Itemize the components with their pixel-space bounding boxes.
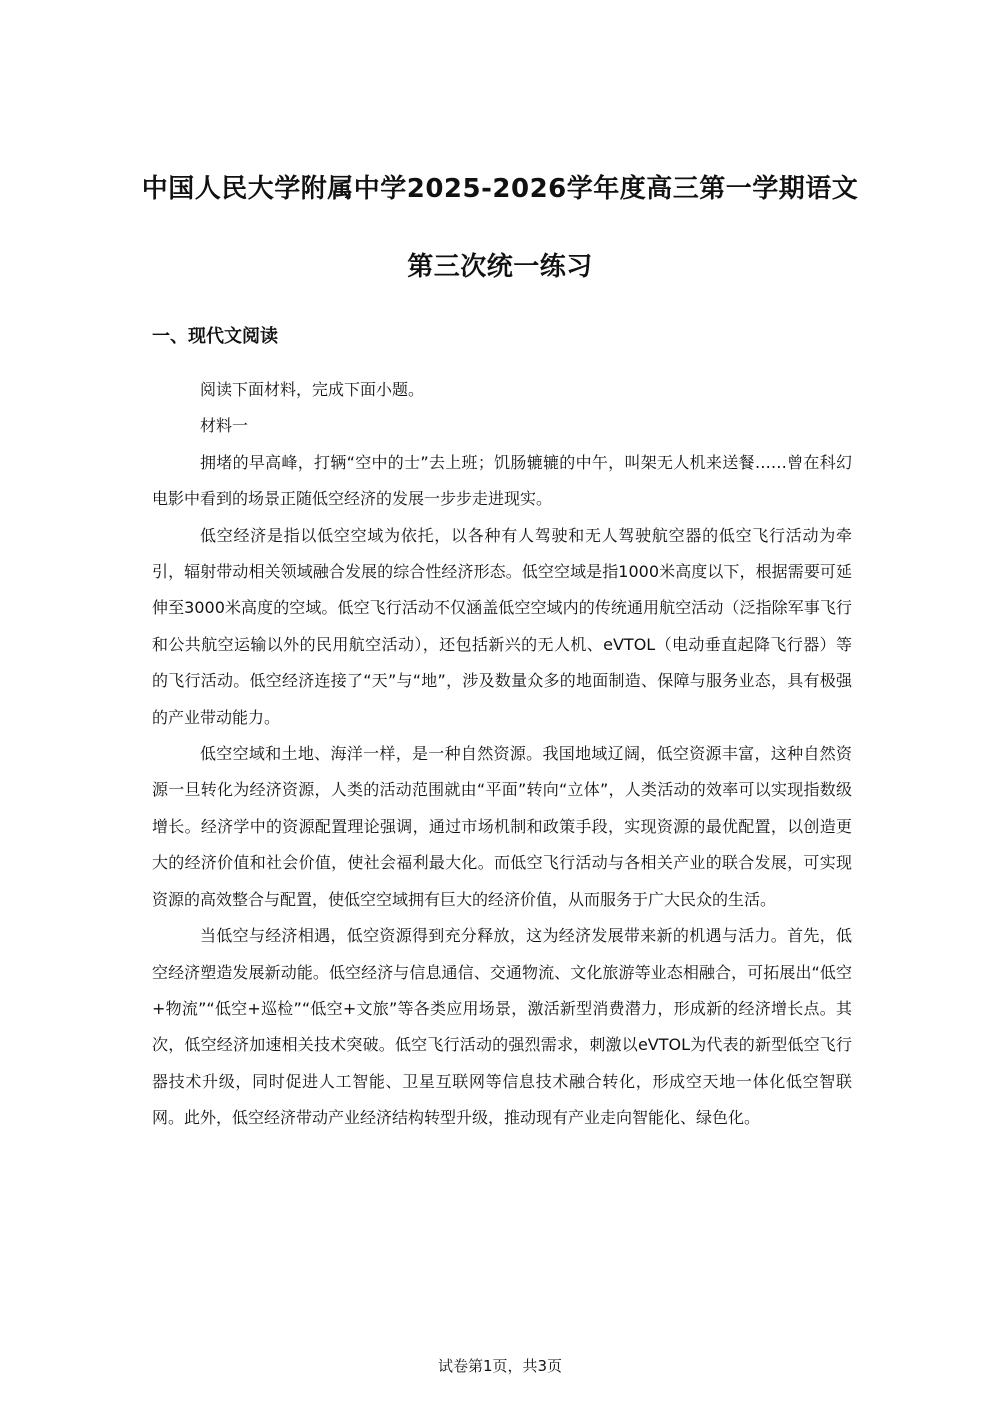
- body-paragraph: 低空空域和土地、海洋一样，是一种自然资源。我国地域辽阔，低空资源丰富，这种自然资源一旦转化为经济资源，人类的活动范围就由“平面”转向“立体”，人类活动的效率可以实现指数级增长。经济学中的资源配置理论强调，通过市场机制和政策手段，实现资源的最优配置，以创造更大的经济价值和社会价值，使社会福利最大化。而低空飞行活动与各相关产业的联合发展，可实现资源的高效整合与配置，使低空空域拥有巨大的经济价值，从而服务于广大民众的生活。: [152, 744, 852, 909]
- material-label: 材料一: [200, 416, 249, 436]
- reading-material: [152, 372, 852, 1137]
- document-title: 中国人民大学附属中学2025-2026学年度高三第一学期语文: [141, 174, 859, 204]
- document-subtitle: 第三次统一练习: [407, 252, 593, 282]
- body-paragraph: 低空经济是指以低空空域为依托，以各种有人驾驶和无人驾驶航空器的低空飞行活动为牵引，辐射带动相关领域融合发展的综合性经济形态。低空空域是指1000米高度以下，根据需要可延伸至3000米高度的空域。低空飞行活动不仅涵盖低空空域内的传统通用航空活动（泛指除军事飞行和公共航空运输以外的民用航空活动），还包括新兴的无人机、eVTOL（电动垂直起降飞行器）等的飞行活动。低空经济连接了“天”与“地”，涉及数量众多的地面制造、保障与服务业态，具有极强的产业带动能力。: [152, 525, 852, 727]
- body-paragraph: 当低空与经济相遇，低空资源得到充分释放，这为经济发展带来新的机遇与活力。首先，低空经济塑造发展新动能。低空经济与信息通信、交通物流、文化旅游等业态相融合，可拓展出“低空+物流”“低空+巡检”“低空+文旅”等各类应用场景，激活新型消费潜力，形成新的经济增长点。其次，低空经济加速相关技术突破。低空飞行活动的强烈需求，刺激以eVTOL为代表的新型低空飞行器技术升级，同时促进人工智能、卫星互联网等信息技术融合转化，形成空天地一体化低空智联网。此外，低空经济带动产业经济结构转型升级，推动现有产业走向智能化、绿色化。: [152, 926, 852, 1128]
- body-paragraph: 拥堵的早高峰，打辆“空中的士”去上班；饥肠辘辘的中午，叫架无人机来送餐……曾在科幻电影中看到的场景正随低空经济的发展一步步走进现实。: [152, 452, 852, 509]
- section-heading: 一、现代文阅读: [152, 326, 278, 347]
- page-footer: 试卷第1页，共3页: [437, 1357, 563, 1375]
- instruction-paragraph: 阅读下面材料，完成下面小题。: [200, 380, 425, 399]
